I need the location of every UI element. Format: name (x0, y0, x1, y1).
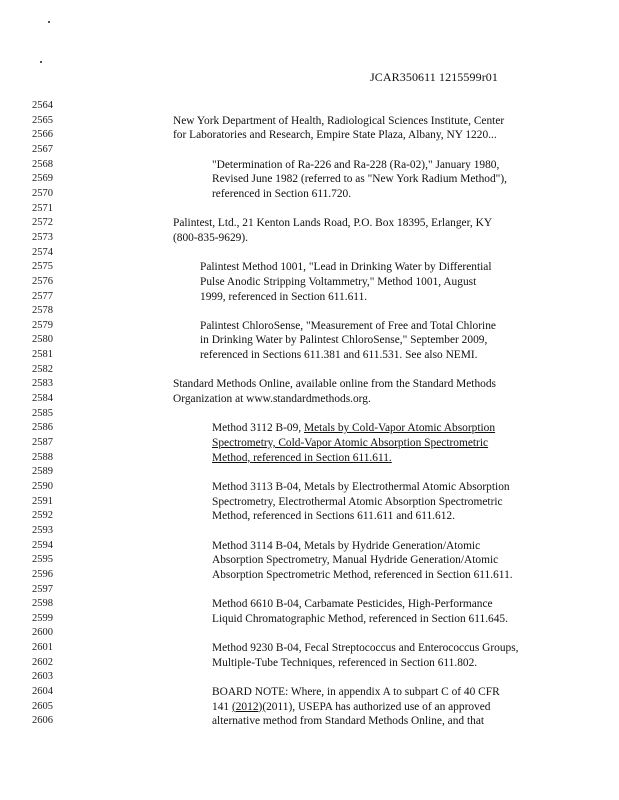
document-line (0, 613, 619, 629)
document-line (0, 510, 619, 526)
line-text (212, 657, 477, 669)
line-number: 2578 (32, 305, 53, 317)
document-line (0, 657, 619, 673)
line-text (212, 569, 513, 581)
document-line (0, 144, 619, 160)
line-number: 2598 (32, 598, 53, 610)
document-line (0, 247, 619, 263)
line-number: 2585 (32, 407, 53, 419)
scan-speck (40, 61, 42, 63)
text-segment: referenced in Section 611.720. (212, 187, 352, 200)
document-line (0, 408, 619, 424)
line-text (212, 686, 500, 698)
line-number: 2583 (32, 378, 53, 390)
line-number: 2576 (32, 275, 53, 287)
line-number: 2605 (32, 700, 53, 712)
document-line (0, 100, 619, 116)
line-number: 2587 (32, 436, 53, 448)
line-number: 2604 (32, 686, 53, 697)
line-text (212, 481, 510, 493)
line-text (173, 378, 496, 390)
line-number: 2594 (32, 539, 53, 551)
document-line (0, 701, 619, 717)
line-text (212, 613, 508, 625)
document-line (0, 671, 619, 687)
text-segment: Revised June 1982 (referred to as "New York Radium Method"), (212, 173, 507, 186)
document-line (0, 540, 619, 556)
line-number: 2596 (32, 568, 53, 580)
text-segment: Method 6610 B-04, Carbamate Pesticides, High-Performance (212, 598, 493, 611)
line-number: 2595 (32, 554, 53, 566)
line-text (200, 349, 478, 361)
document-line (0, 305, 619, 321)
document-id: JCAR350611 1215599r01 (370, 70, 498, 84)
line-text (212, 452, 392, 464)
line-text (212, 496, 503, 508)
document-line (0, 466, 619, 482)
line-number: 2577 (32, 290, 53, 302)
document-line (0, 159, 619, 175)
line-text (212, 715, 484, 727)
document-line (0, 232, 619, 248)
line-number: 2582 (32, 363, 53, 375)
line-number: 2588 (32, 451, 53, 463)
document-line (0, 261, 619, 277)
line-text (212, 540, 480, 552)
underlined-text: (2012) (231, 700, 263, 713)
line-text (173, 217, 492, 229)
document-line (0, 349, 619, 365)
text-segment: 1999, referenced in Section 611.611. (200, 290, 368, 303)
text-segment: referenced in Sections 611.381 and 611.531. See also NEMI. (200, 349, 478, 362)
line-number: 2567 (32, 143, 53, 155)
line-number: 2570 (32, 187, 53, 199)
document-line (0, 217, 619, 233)
document-line (0, 173, 619, 189)
line-number: 2571 (32, 202, 53, 214)
line-text (212, 554, 498, 566)
line-text (212, 188, 351, 200)
line-number: 2586 (32, 422, 53, 434)
line-number: 2602 (32, 656, 53, 668)
line-number: 2580 (32, 334, 53, 346)
document-line (0, 525, 619, 541)
line-number: 2599 (32, 612, 53, 624)
line-text (173, 115, 504, 127)
document-line (0, 393, 619, 409)
line-text (212, 642, 519, 654)
text-segment: in Drinking Water by Palintest ChloroSense," September 2009, (200, 334, 488, 347)
line-text (212, 422, 495, 434)
document-line (0, 598, 619, 614)
text-segment: (2011), USEPA has authorized use of an approved (262, 700, 491, 713)
line-number: 2566 (32, 129, 53, 141)
underlined-text: Spectrometry, Cold-Vapor Atomic Absorption Spectrometric (212, 436, 489, 449)
line-number: 2584 (32, 393, 53, 404)
document-line (0, 203, 619, 219)
text-segment: Method 9230 B-04, Fecal Streptococcus and Enterococcus Groups, (212, 642, 519, 655)
document-line (0, 686, 619, 702)
line-text (200, 320, 496, 332)
line-number: 2575 (32, 261, 53, 273)
line-number: 2568 (32, 158, 53, 170)
text-segment: Multiple-Tube Techniques, referenced in Section 611.802. (212, 656, 478, 669)
line-number: 2581 (32, 349, 53, 361)
text-segment: (800-835-9629). (173, 231, 248, 244)
line-text (212, 159, 499, 171)
underlined-text: Method, referenced in Section 611.611. (212, 451, 392, 464)
document-line (0, 715, 619, 731)
document-line (0, 291, 619, 307)
text-segment: Palintest ChloroSense, "Measurement of Free and Total Chlorine (200, 319, 496, 332)
underlined-text: Metals by Cold-Vapor Atomic Absorption (303, 422, 496, 435)
line-text (173, 232, 248, 244)
document-line (0, 422, 619, 438)
line-number: 2574 (32, 246, 53, 258)
line-text (212, 173, 507, 185)
document-line (0, 115, 619, 131)
line-number: 2572 (32, 217, 53, 229)
line-text (212, 701, 491, 713)
document-line (0, 188, 619, 204)
document-line (0, 437, 619, 453)
text-segment: Liquid Chromatographic Method, referenced in Section 611.645. (212, 612, 508, 625)
line-number: 2600 (32, 627, 53, 639)
document-line (0, 378, 619, 394)
line-number: 2579 (32, 319, 53, 331)
line-number: 2601 (32, 642, 53, 654)
text-segment: New York Department of Health, Radiological Sciences Institute, Center (173, 114, 505, 127)
document-line (0, 364, 619, 380)
line-text (212, 598, 493, 610)
text-segment: Spectrometry, Electrothermal Atomic Absorption Spectrometric (212, 495, 503, 508)
text-segment: 141 (212, 700, 232, 713)
document-line (0, 276, 619, 292)
line-text (200, 276, 476, 288)
text-segment: for Laboratories and Research, Empire State Plaza, Albany, NY 1220... (173, 129, 497, 142)
line-number: 2564 (32, 100, 53, 111)
text-segment: Palintest Method 1001, "Lead in Drinking Water by Differential (200, 261, 492, 274)
text-segment: BOARD NOTE: Where, in appendix A to subpart C of 40 CFR (212, 686, 500, 698)
document-line (0, 569, 619, 585)
text-segment: Method, referenced in Sections 611.611 and 611.612. (212, 510, 455, 523)
line-text (173, 393, 371, 405)
line-text (212, 510, 455, 522)
document-line (0, 129, 619, 145)
text-segment: Pulse Anodic Stripping Voltammetry," Method 1001, August (200, 275, 477, 288)
line-number: 2592 (32, 510, 53, 522)
line-text (200, 334, 487, 346)
document-line (0, 554, 619, 570)
line-number: 2606 (32, 715, 53, 727)
line-number: 2589 (32, 466, 53, 478)
text-segment: Standard Methods Online, available online from the Standard Methods (173, 378, 496, 391)
document-line (0, 584, 619, 600)
document-line (0, 642, 619, 658)
document-line (0, 627, 619, 643)
text-segment: Method 3112 B-09, (212, 422, 304, 435)
text-segment: Absorption Spectrometric Method, referenced in Section 611.611. (212, 568, 513, 581)
text-segment: alternative method from Standard Methods Online, and that (212, 715, 485, 728)
line-number: 2565 (32, 114, 53, 126)
line-number: 2597 (32, 583, 53, 595)
document-line (0, 452, 619, 468)
line-number: 2591 (32, 495, 53, 507)
line-number: 2569 (32, 173, 53, 185)
line-number: 2590 (32, 480, 53, 492)
text-segment: Method 3113 B-04, Metals by Electrothermal Atomic Absorption (212, 480, 510, 493)
line-text (200, 291, 367, 303)
line-number: 2573 (32, 231, 53, 243)
document-line (0, 334, 619, 350)
text-segment: Absorption Spectrometry, Manual Hydride Generation/Atomic (212, 554, 499, 567)
document-line (0, 496, 619, 512)
text-segment: "Determination of Ra-226 and Ra-228 (Ra-02)," January 1980, (212, 158, 500, 171)
line-text (173, 129, 497, 141)
line-number: 2603 (32, 671, 53, 683)
text-segment: Method 3114 B-04, Metals by Hydride Generation/Atomic (212, 539, 481, 552)
document-line (0, 481, 619, 497)
document-line (0, 320, 619, 336)
text-segment: Organization at www.standardmethods.org. (173, 393, 371, 405)
scan-speck (48, 21, 50, 23)
text-segment: Palintest, Ltd., 21 Kenton Lands Road, P.O. Box 18395, Erlanger, KY (173, 217, 493, 230)
line-number: 2593 (32, 524, 53, 536)
line-text (200, 261, 492, 273)
line-text (212, 437, 488, 449)
